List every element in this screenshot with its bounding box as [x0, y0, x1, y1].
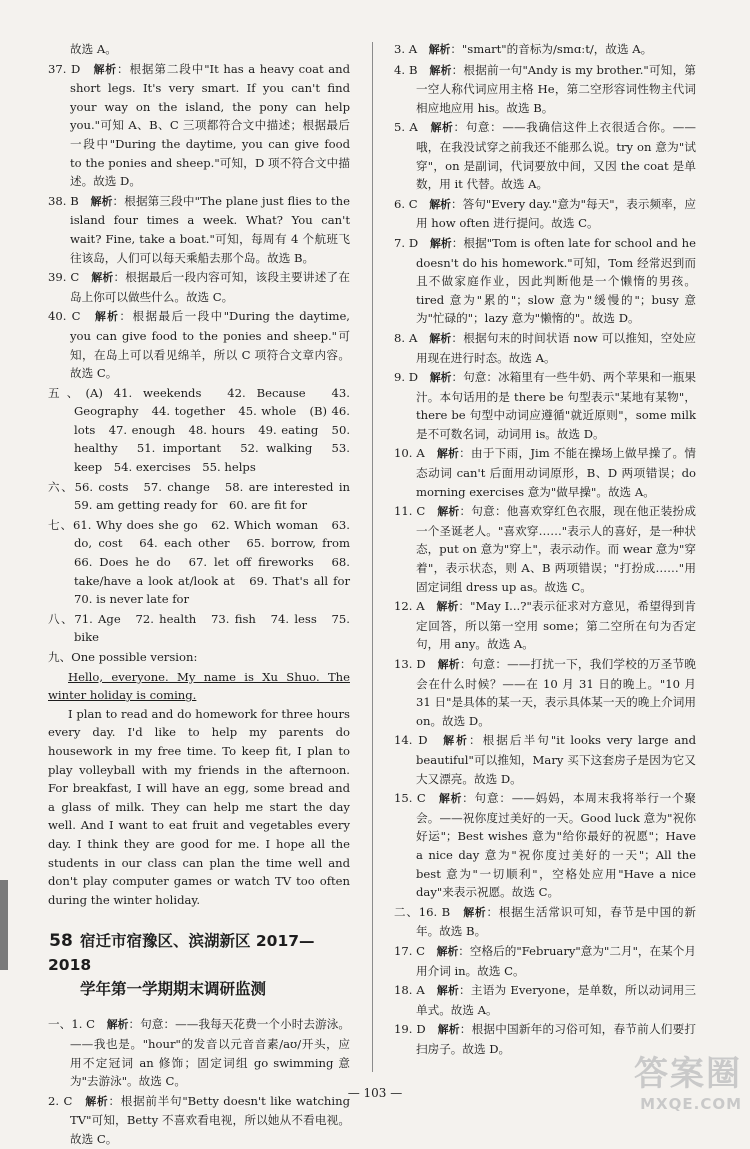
carryover-line: 故选 A。: [70, 42, 117, 56]
answer-number: 3. A: [394, 42, 418, 56]
answer-2: [48, 1092, 350, 1149]
analysis-tag: 解析: [428, 43, 451, 56]
answer-explanation: ：根据最后一段内容可知，该段主要讲述了在岛上你可以做些什么。故选 C。: [70, 270, 350, 304]
section-five-answers: 五、(A) 41. weekends 42. Because 43. Geography 44. together 45. whole (B) 46. lots 47. enough 48. hours 49. eating 50. healthy 51. important 52. walking 53. keep 54. exercises 55. helps: [48, 385, 350, 475]
answer-explanation: ：由于下雨，Jim 不能在操场上做早操了。情态动词 can't 后面用动词原形，B、D 两项错误；do morning exercises 意为"做早操"。故选 A。: [416, 446, 696, 499]
watermark-logo-text: 答案圈: [634, 1054, 742, 1094]
essay-opening-underlined: Hello, everyone. My name is Xu Shuo. The winter holiday is coming.: [48, 669, 350, 703]
answer-explanation: ：根据前半句"Betty doesn't like watching TV"可知，Betty 不喜欢看电视，所以她从不看电视。故选 C。: [70, 1093, 350, 1146]
answer-1: [48, 1015, 350, 1090]
answer-number: 18. A: [394, 983, 425, 998]
answer-number: 2. C: [48, 1093, 73, 1108]
analysis-tag: 解析: [429, 371, 452, 385]
answer-10: [394, 444, 696, 501]
answer-15: [394, 789, 696, 902]
section-six-answers: 六、56. costs 57. change 58. are interested in 59. am getting ready for 60. are fit for: [48, 479, 362, 513]
answer-explanation: ：根据第三段中"The plane just flies to the island four times a week. What? You can't wait? Fine, take a boat."可知，每周有 4 个航班飞往该岛，人们可以每天乘船去那个岛。故选 B。: [70, 193, 350, 265]
answer-7: [394, 234, 696, 328]
analysis-tag: 解析: [436, 447, 460, 461]
answer-explanation: ：根据第二段中"It has a heavy coat and short legs. It's very smart. If you can't find your way on the island, the pony can help you."可知 A、B、C 三项都符合文中描述；根据最后一段中"During the daytime, you can give food to the ponies and sheep."可知，D 项不符合文中描述。故选 D。: [70, 61, 350, 189]
answer-number: 38. B: [48, 193, 79, 208]
section-number-badge: 58: [49, 931, 73, 952]
answer-explanation: ：句意：冰箱里有一些牛奶、两个苹果和一瓶果汁。本句话用的是 there be 句型表示"某地有某物"，there be 句型中动词应遵循"就近原则"，some milk 是不可数名词，动词用 is。故选 D。: [416, 370, 696, 441]
analysis-tag: 解析: [429, 197, 451, 211]
answer-explanation: ：句意：——妈妈，本周末我将举行一个聚会。——祝你度过美好的一天。Good luck 意为"祝你好运"；Best wishes 意为"给你最好的祝愿"；Have a nice day 意为"祝你度过美好的一天"；All the best 意为"一切顺利"，空格处应用"Have a nice day"来表示祝愿。故选 C。: [416, 791, 696, 900]
answer-number: 12. A: [394, 599, 425, 614]
answer-number: 14. D: [394, 733, 428, 748]
section-nine-heading: 九、One possible version:: [48, 650, 198, 664]
answer-11: [394, 502, 696, 596]
answer-number: 39. C: [48, 270, 80, 285]
answer-explanation: ：句意：——打扰一下，我们学校的万圣节晚会在什么时候？——在 10 月 31 日的晚上。"10 月 31 日"是具体的某一天，表示具体某一天的晚上介词用 on。故选 D。: [416, 657, 696, 728]
watermark-domain: MXQE.COM: [640, 1095, 742, 1113]
answer-explanation: ：句意：——我确信这件上衣很适合你。——哦，在我没试穿之前我还不能那么说。try on 意为"试穿"，on 是副词，代词要放中间，又因 the coat 是单数，用 it 代替。故选 A。: [416, 120, 696, 192]
answer-40: [48, 307, 350, 382]
answer-number: 19. D: [394, 1022, 426, 1037]
answer-explanation: ：主语为 Everyone，是单数，所以动词用三单式。故选 A。: [416, 983, 697, 1017]
answer-number: 17. C: [394, 943, 426, 958]
answer-number: 6. C: [394, 196, 418, 211]
analysis-tag: 解析: [429, 236, 452, 250]
analysis-tag: 解析: [463, 905, 487, 919]
binding-edge-mark: [0, 880, 8, 970]
answer-explanation: ：答句"Every day."意为"每天"，表示频率，应用 how often 进行提问。故选 C。: [416, 196, 696, 231]
answer-14: [394, 731, 696, 788]
answer-explanation: ："smart"的音标为/smɑːt/，故选 A。: [450, 42, 653, 56]
answer-explanation: ：句意：他喜欢穿红色衣服，现在他正装扮成一个圣诞老人。"喜欢穿……"表示人的喜好，是一种状态，put on 意为"穿上"，表示动作。而 wear 意为"穿着"，表示状态，则 A、B 两项错误；"打扮成……"用固定词组 dress up as。故选 C。: [416, 504, 696, 594]
analysis-tag: 解析: [93, 62, 117, 76]
answer-number: 9. D: [394, 370, 419, 385]
essay-body: I plan to read and do homework for three hours every day. I'd like to help my parents do housework in my free time. To keep fit, I plan to play volleyball with my friends in the afternoon. For breakfast, I will have an egg, some bread and a glass of milk. They can help me start the day well. And I want to eat fruit and vegetables every day. I think they are good for me. I hope all the students in our class can plan the time well and don't play computer games or watch TV too often during the winter holiday.: [48, 706, 350, 907]
analysis-tag: 解析: [106, 1018, 129, 1032]
answer-number: 二、16. B: [394, 904, 451, 919]
answer-number: 4. B: [394, 62, 418, 77]
analysis-tag: 解析: [429, 63, 452, 77]
answer-explanation: ：根据句末的时间状语 now 可以推知，空处应用现在进行时态。故选 A。: [416, 330, 696, 365]
answer-4: [394, 61, 696, 118]
analysis-tag: 解析: [429, 331, 452, 345]
answer-16: [394, 903, 696, 941]
section-title-line1: 宿迁市宿豫区、滨湖新区 2017—2018: [48, 932, 315, 975]
answer-number: 15. C: [394, 791, 426, 806]
answer-5: [394, 118, 696, 193]
answer-number: 一、1. C: [48, 1017, 96, 1032]
analysis-tag: 解析: [438, 792, 463, 806]
answer-explanation: ：根据"Tom is often late for school and he doesn't do his homework."可知，Tom 经常迟到而且不做家庭作业，因此判断他是一个懒惰的男孩。tired 意为"累的"；slow 意为"缓慢的"；busy 意为"忙碌的"；lazy 意为"懒惰的"。故选 D。: [416, 235, 696, 326]
exam-section-heading: [48, 929, 350, 1001]
answer-explanation: ："May I...?"表示征求对方意见，希望得到肯定回答，所以第一空用 some；第二空所在句为否定句，用 any。故选 A。: [416, 599, 696, 652]
answer-9: [394, 368, 696, 443]
section-title-line2: 学年第一学期期末调研监测: [80, 980, 267, 999]
answer-explanation: ：根据最后一段中"During the daytime, you can give food to the ponies and sheep."可知，在岛上可以看见绵羊，所以 C 项符合文章内容。故选 C。: [70, 309, 350, 381]
answer-explanation: ：根据前一句"Andy is my brother."可知，第一空人称代词应用主格 He，第二空形容词性物主代词相应地应用 his。故选 B。: [416, 62, 697, 115]
page-number: — 103 —: [347, 1086, 403, 1100]
answer-38: [48, 192, 350, 267]
answer-12: [394, 597, 696, 654]
section-eight-answers: 八、71. Age 72. health 73. fish 74. less 75. bike: [48, 611, 350, 645]
analysis-tag: 解析: [436, 944, 459, 958]
answer-number: 37. D: [48, 61, 81, 76]
answer-number: 8. A: [394, 330, 418, 345]
answer-17: [394, 942, 696, 980]
column-divider: [372, 42, 373, 1072]
right-column: [394, 40, 696, 1059]
analysis-tag: 解析: [443, 734, 469, 748]
answer-number: 7. D: [394, 235, 419, 250]
answer-number: 40. C: [48, 309, 81, 324]
answer-13: [394, 655, 696, 730]
analysis-tag: 解析: [437, 505, 460, 519]
analysis-tag: 解析: [430, 121, 454, 135]
answer-explanation: ：根据生活常识可知，春节是中国的新年。故选 B。: [416, 904, 696, 939]
sample-essay: [48, 668, 350, 910]
analysis-tag: 解析: [436, 984, 460, 998]
answer-explanation: ：句意：——我每天花费一个小时去游泳。——我也是。"hour"的发音以元音音素/aʊ/开头，应用不定冠词 an 修饰；固定词组 go swimming 意为"去游泳"。故选 C。: [70, 1017, 350, 1089]
answer-3: [394, 40, 696, 60]
left-column: [48, 40, 362, 1149]
section-seven-answers: 七、61. Why does she go 62. Which woman 63. do, cost 64. each other 65. borrow, from 66. Does he do 67. let off fireworks 68. take/have a look at/look at 69. That's all for 70. is never late for: [48, 517, 362, 607]
analysis-tag: 解析: [90, 194, 113, 208]
analysis-tag: 解析: [436, 600, 459, 614]
analysis-tag: 解析: [437, 1023, 460, 1037]
answer-explanation: ：根据后半句"it looks very large and beautiful"可以推知，Mary 买下这套房子是因为它又大又漂亮。故选 D。: [416, 733, 696, 786]
analysis-tag: 解析: [91, 271, 114, 285]
site-watermark: [634, 1046, 742, 1113]
answer-explanation: ：空格后的"February"意为"二月"，在某个月用介词 in。故选 C。: [416, 943, 696, 978]
answer-18: [394, 981, 696, 1019]
answer-8: [394, 329, 696, 367]
answer-explanation: ：根据中国新年的习俗可知，春节前人们要打扫房子。故选 D。: [416, 1022, 696, 1056]
answer-number: 5. A: [394, 120, 418, 135]
answer-number: 11. C: [394, 504, 426, 519]
answer-number: 13. D: [394, 657, 426, 671]
answer-number: 10. A: [394, 446, 425, 461]
analysis-tag: 解析: [85, 1094, 109, 1108]
analysis-tag: 解析: [437, 658, 460, 671]
analysis-tag: 解析: [94, 310, 120, 324]
answer-37: [48, 60, 350, 191]
answer-6: [394, 195, 696, 233]
answer-39: [48, 268, 350, 306]
